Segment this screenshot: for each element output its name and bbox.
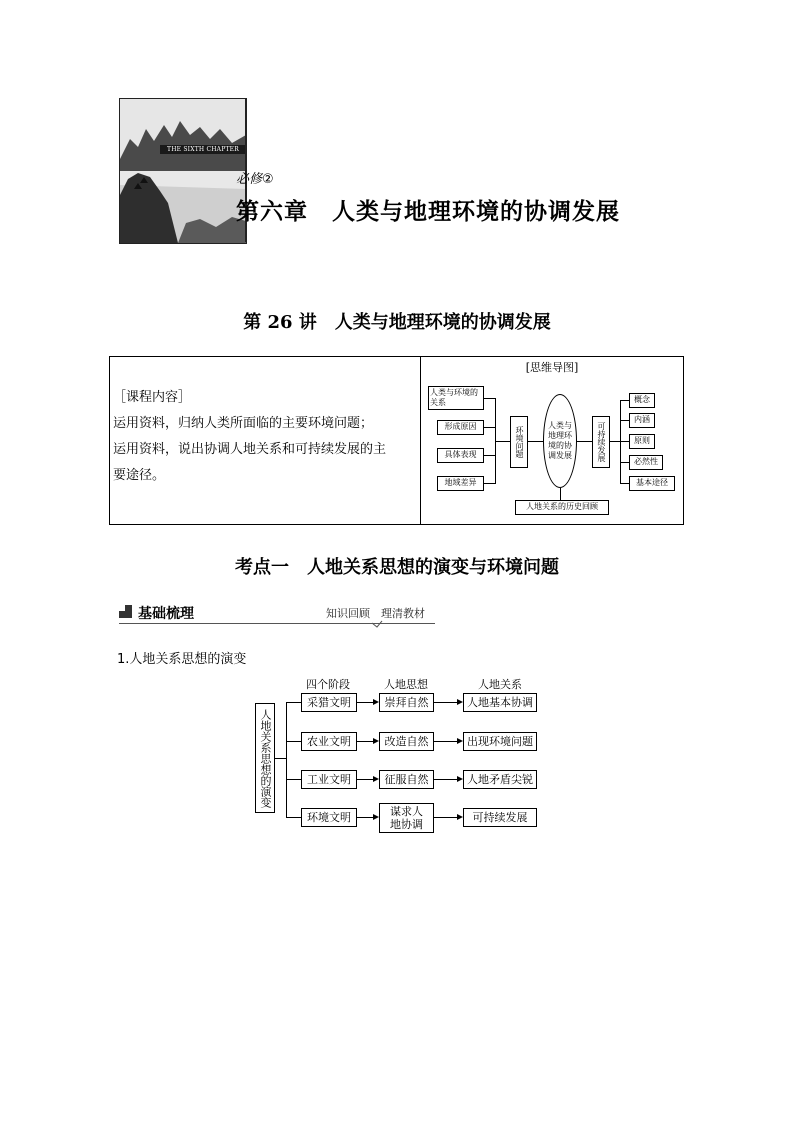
mindmap-left-item: 人类与环境的关系: [428, 386, 484, 410]
relation-box: 人地矛盾尖锐: [463, 770, 537, 789]
mindmap-sustain: 可持续发展: [592, 416, 610, 468]
mindmap-right-item: 必然性: [629, 455, 663, 470]
connector: [286, 702, 301, 703]
course-line: 运用资料，说出协调人地关系和可持续发展的主: [113, 442, 387, 457]
section-marker-icon: [119, 605, 132, 618]
column-header: 人地思想: [384, 678, 428, 691]
item-title: 1.人地关系思想的演变: [117, 652, 247, 667]
stage-box: 农业文明: [301, 732, 357, 751]
thought-box: 改造自然: [379, 732, 434, 751]
connector: [484, 427, 495, 428]
connector: [484, 455, 495, 456]
mindmap-center: 人类与地理环境的协调发展: [543, 394, 577, 488]
connector: [484, 483, 495, 484]
connector: [620, 400, 621, 484]
mindmap-left-item: 具体表现: [437, 448, 484, 463]
mindmap-left-item: 地域差异: [437, 476, 484, 491]
column-header: 人地关系: [478, 678, 522, 691]
course-content: [113, 385, 413, 489]
connector: [620, 441, 629, 442]
course-heading: ［课程内容］: [113, 390, 192, 405]
arrow-line: [357, 817, 373, 818]
divider-notch-icon: [372, 620, 386, 628]
arrow-line: [434, 741, 457, 742]
stage-box: 工业文明: [301, 770, 357, 789]
evolution-root: 人地关系思想的演变: [255, 703, 275, 813]
mindmap-right-item: 基本途径: [629, 476, 675, 491]
relation-box: 可持续发展: [463, 808, 537, 827]
connector: [286, 741, 301, 742]
column-header: 四个阶段: [306, 678, 350, 691]
mindmap-right-item: 内涵: [629, 413, 655, 428]
volume-label: 必修②: [236, 172, 274, 187]
course-line: 运用资料，归纳人类所面临的主要环境问题；: [113, 416, 374, 431]
mindmap-env-issue: 环境问题: [510, 416, 528, 468]
connector: [286, 702, 287, 818]
basics-label: 基础梳理: [138, 606, 194, 622]
arrow-line: [434, 702, 457, 703]
mindmap-title: [思维导图]: [525, 361, 579, 374]
connector: [560, 488, 561, 500]
connector: [495, 441, 510, 442]
connector: [275, 758, 286, 759]
arrow-line: [357, 741, 373, 742]
connector: [286, 779, 301, 780]
intro-table-divider: [420, 356, 421, 525]
mountain-photo-icon: [120, 99, 246, 243]
connector: [286, 817, 301, 818]
divider: [119, 623, 435, 624]
connector: [620, 483, 629, 484]
stage-box: 采猎文明: [301, 693, 357, 712]
thought-box: 崇拜自然: [379, 693, 434, 712]
connector: [620, 420, 629, 421]
chapter-title: 第六章 人类与地理环境的协调发展: [236, 199, 620, 225]
thought-box: 征服自然: [379, 770, 434, 789]
basics-subtitle: 知识回顾 理清教材: [326, 607, 425, 620]
arrow-line: [434, 779, 457, 780]
mindmap-right-item: 概念: [629, 393, 655, 408]
chapter-cover-photo: [119, 98, 247, 244]
mindmap-right-item: 原则: [629, 434, 655, 449]
arrow-line: [434, 817, 457, 818]
arrow-line: [357, 779, 373, 780]
photo-caption: THE SIXTH CHAPTER: [160, 145, 246, 154]
course-line: 要途径。: [113, 468, 166, 483]
connector: [528, 441, 543, 442]
connector: [577, 441, 592, 442]
relation-box: 人地基本协调: [463, 693, 537, 712]
connector: [620, 462, 629, 463]
lecture-title: 第 26 讲 人类与地理环境的协调发展: [243, 312, 551, 333]
arrow-line: [357, 702, 373, 703]
mindmap-left-item: 形成原因: [437, 420, 484, 435]
section-title: 考点一 人地关系思想的演变与环境问题: [235, 557, 559, 578]
thought-box: 谋求人地协调: [379, 803, 434, 833]
stage-box: 环境文明: [301, 808, 357, 827]
relation-box: 出现环境问题: [463, 732, 537, 751]
mindmap-bottom: 人地关系的历史回顾: [515, 500, 609, 515]
connector: [610, 441, 620, 442]
connector: [484, 398, 495, 399]
connector: [620, 400, 629, 401]
